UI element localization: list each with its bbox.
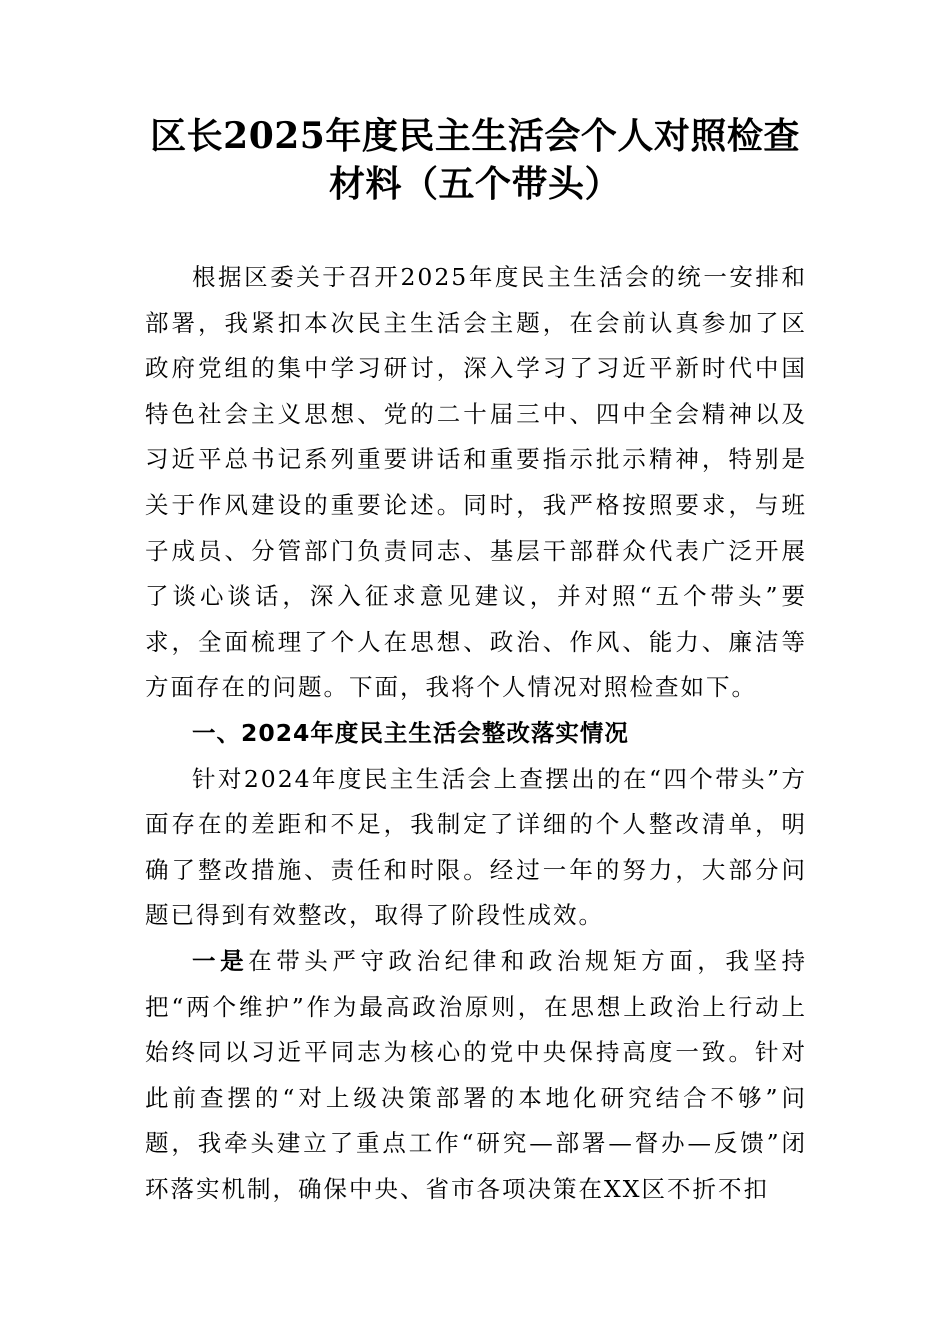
item-1-lead: 一是: [192, 946, 249, 975]
item-1-text: 在带头严守政治纪律和政治规矩方面，我坚持把“两个维护”作为最高政治原则，在思想上政治上行动上始终同以习近平同志为核心的党中央保持高度一致。针对此前查摆的“对上级决策部署的本地化研究结合不够”问题，我牵头建立了重点工作“研究—部署—督办—反馈”闭环落实机制，确保中央、省市各项决策在XX区不折不扣: [145, 946, 808, 1203]
section-heading-1: 一、2024年度民主生活会整改落实情况: [192, 718, 629, 747]
section-1-paragraph: 针对2024年度民主生活会上查摆出的在“四个带头”方面存在的差距和不足，我制定了详细的个人整改清单，明确了整改措施、责任和时限。经过一年的努力，大部分问题已得到有效整改，取得了阶段性成效。: [145, 764, 807, 930]
document-body: [145, 255, 807, 1212]
item-1-paragraph: [145, 939, 807, 1213]
document-title: 区长2025年度民主生活会个人对照检查材料（五个带头）: [150, 115, 800, 205]
intro-paragraph: 根据区委关于召开2025年度民主生活会的统一安排和部署，我紧扣本次民主生活会主题，在会前认真参加了区政府党组的集中学习研讨，深入学习了习近平新时代中国特色社会主义思想、党的二十届三中、四中全会精神以及习近平总书记系列重要讲话和重要指示批示精神，特别是关于作风建设的重要论述。同时，我严格按照要求，与班子成员、分管部门负责同志、基层干部群众代表广泛开展了谈心谈话，深入征求意见建议，并对照“五个带头”要求，全面梳理了个人在思想、政治、作风、能力、廉洁等方面存在的问题。下面，我将个人情况对照检查如下。: [145, 263, 807, 702]
